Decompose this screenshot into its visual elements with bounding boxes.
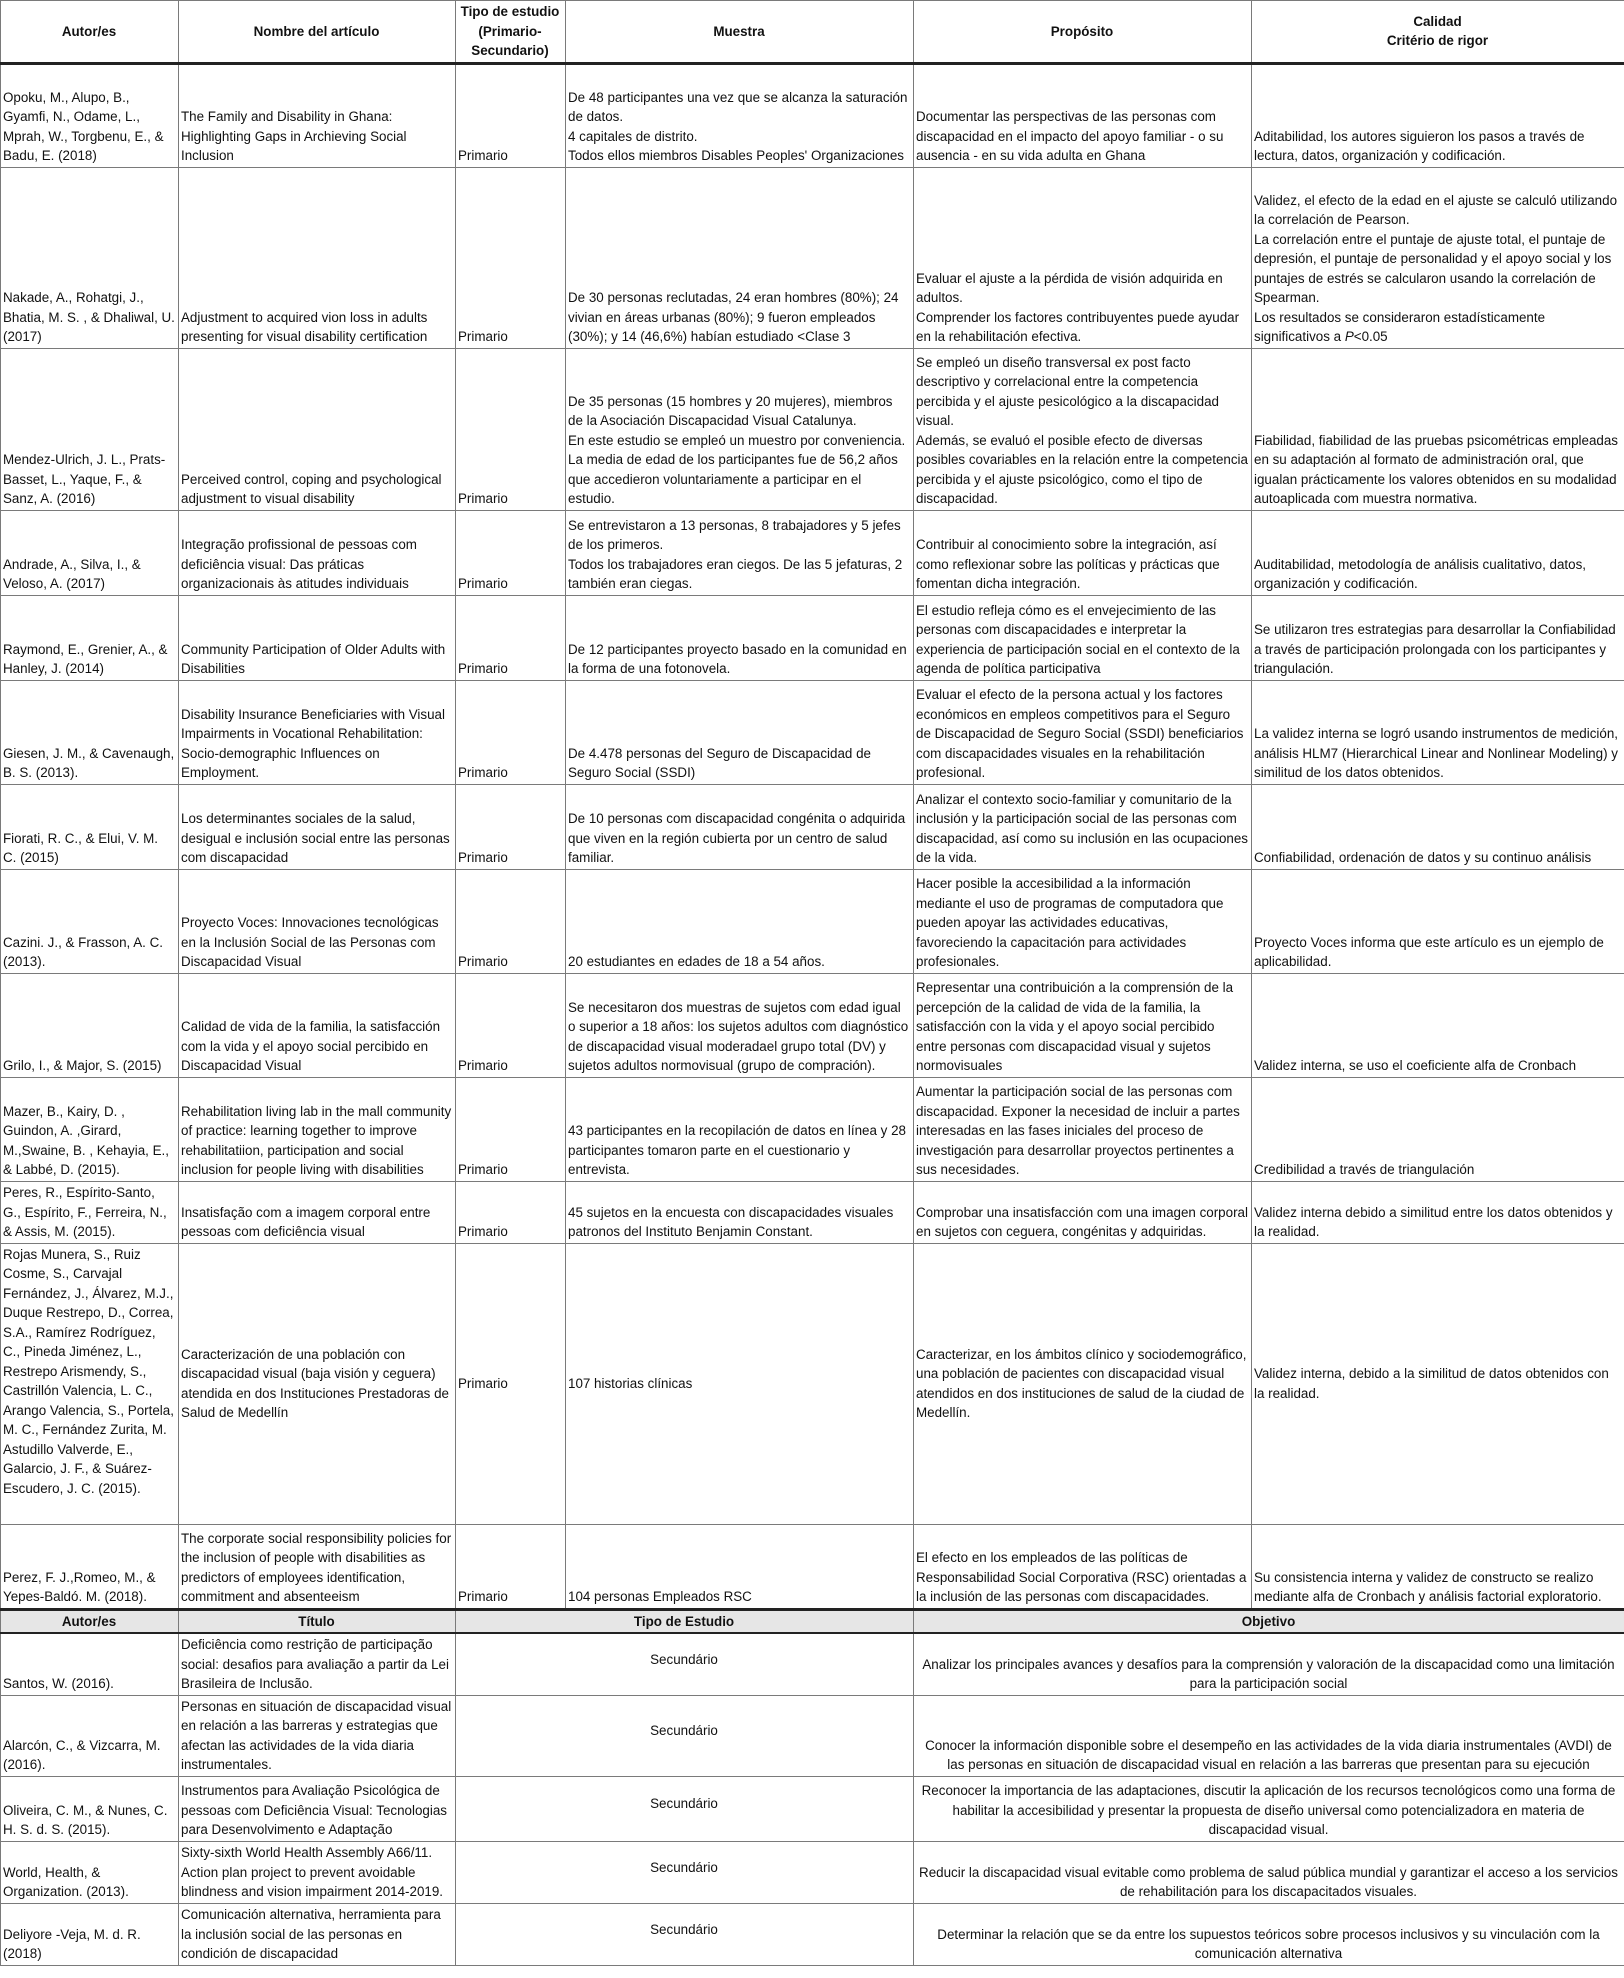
secondary-header-row xyxy=(1,1609,1624,1633)
cell-nombre-articulo: Perceived control, coping and psychological adjustment to visual disability xyxy=(179,348,456,510)
cell-sec-titulo: Personas en situación de discapacidad visual en relación a las barreras y estrategias que afectan las actividades de la vida diaria instrumentales. xyxy=(179,1695,456,1776)
cell-calidad: Confiabilidad, ordenación de datos y su continuo análisis xyxy=(1252,784,1624,869)
cell-muestra: De 10 personas com discapacidad congénita o adquirida que viven en la región cubierta por un centro de salud familiar. xyxy=(566,784,914,869)
cell-tipo-estudio: Primario xyxy=(456,595,566,680)
cell-muestra: De 12 participantes proyecto basado en la comunidad en la forma de una fotonovela. xyxy=(566,595,914,680)
primary-table-row xyxy=(1,680,1624,784)
primary-table-row xyxy=(1,348,1624,510)
cell-calidad: Validez interna, debido a la similitud de datos obtenidos con la realidad. xyxy=(1252,1243,1624,1524)
cell-proposito: Evaluar el efecto de la persona actual y los factores económicos en empleos competitivos para el Seguro de Discapacidad de Seguro Social (SSDI) beneficiarios com discapacidades visuales en la rehabilitación profesional. xyxy=(914,680,1252,784)
cell-tipo-estudio: Primario xyxy=(456,63,566,167)
secondary-table-row xyxy=(1,1841,1624,1903)
header-sec-tipo: Tipo de Estudio xyxy=(456,1609,914,1633)
cell-tipo-estudio: Primario xyxy=(456,348,566,510)
cell-autor: Raymond, E., Grenier, A., & Hanley, J. (2014) xyxy=(1,595,179,680)
cell-autor: Peres, R., Espírito-Santo, G., Espírito, F., Ferreira, N., & Assis, M. (2015). xyxy=(1,1181,179,1243)
cell-autor: Rojas Munera, S., Ruiz Cosme, S., Carvajal Fernández, J., Álvarez, M.J., Duque Restrepo, D., Correa, S.A., Ramírez Rodríguez, C., Pineda Jiménez, L., Restrepo Arismendy, S., Castrillón Valencia, L. C., Arango Valencia, S., Portela, M. C., Fernández Zurita, M. Astudillo Valverde, E., Galarcio, J. F., & Suárez-Escudero, J. C. (2015). xyxy=(1,1243,179,1524)
cell-calidad: Validez interna, se uso el coeficiente alfa de Cronbach xyxy=(1252,973,1624,1077)
cell-tipo-estudio: Primario xyxy=(456,167,566,348)
cell-tipo-estudio: Primario xyxy=(456,1181,566,1243)
cell-autor: Cazini. J., & Frasson, A. C. (2013). xyxy=(1,869,179,973)
cell-proposito: Evaluar el ajuste a la pérdida de visión adquirida en adultos. Comprender los factores contribuyentes puede ayudar en la rehabilitación efectiva. xyxy=(914,167,1252,348)
cell-sec-tipo: Secundário xyxy=(456,1776,914,1841)
cell-autor: Nakade, A., Rohatgi, J., Bhatia, M. S. , & Dhaliwal, U. (2017) xyxy=(1,167,179,348)
cell-nombre-articulo: Adjustment to acquired vion loss in adults presenting for visual disability certification xyxy=(179,167,456,348)
primary-table-row xyxy=(1,63,1624,167)
cell-calidad: Validez, el efecto de la edad en el ajuste se calculó utilizando la correlación de Pearson. La correlación entre el puntaje de ajuste total, el puntaje de depresión, el puntaje de personalidad y el apoyo social y los puntajes de estrés se calcularon usando la correlación de Spearman. Los resultados se consideraron estadísticamente significativos a P<0.05 xyxy=(1252,167,1624,348)
cell-proposito: Se empleó un diseño transversal ex post facto descriptivo y correlacional entre la competencia percibida y el ajuste pesicológico a la discapacidad visual. Además, se evaluó el posible efecto de diversas posibles covariables en la relación entre la competencia percibida y el ajuste psicológico, como el tipo de discapacidad. xyxy=(914,348,1252,510)
header-sec-titulo: Título xyxy=(179,1609,456,1633)
header-muestra: Muestra xyxy=(566,1,914,64)
cell-nombre-articulo: Disability Insurance Beneficiaries with Visual Impairments in Vocational Rehabilitation: Socio-demographic Influences on Employment. xyxy=(179,680,456,784)
cell-muestra: Se entrevistaron a 13 personas, 8 trabajadores y 5 jefes de los primeros. Todos los trabajadores eran ciegos. De las 5 jefaturas, 2 también eran ciegas. xyxy=(566,510,914,595)
cell-nombre-articulo: Insatisfação com a imagem corporal entre pessoas com deficiência visual xyxy=(179,1181,456,1243)
cell-calidad: Credibilidad a través de triangulación xyxy=(1252,1077,1624,1181)
cell-tipo-estudio: Primario xyxy=(456,1243,566,1524)
cell-proposito: Aumentar la participación social de las personas com discapacidad. Exponer la necesidad de incluir a partes interesadas en las fases iniciales del proceso de investigación para desarrollar proyectos pertinentes a sus necesidades. xyxy=(914,1077,1252,1181)
header-sec-objetivo: Objetivo xyxy=(914,1609,1624,1633)
cell-sec-tipo: Secundário xyxy=(456,1695,914,1776)
cell-autor: Fiorati, R. C., & Elui, V. M. C. (2015) xyxy=(1,784,179,869)
cell-proposito: Documentar las perspectivas de las personas com discapacidad en el impacto del apoyo familiar - o su ausencia - en su vida adulta en Ghana xyxy=(914,63,1252,167)
cell-calidad: Validez interna debido a similitud entre los datos obtenidos y la realidad. xyxy=(1252,1181,1624,1243)
cell-sec-autor: World, Health, & Organization. (2013). xyxy=(1,1841,179,1903)
cell-sec-objetivo: Conocer la información disponible sobre el desempeño en las actividades de la vida diaria instrumentales (AVDI) de las personas en situación de discapacidad visual en relación a las barreras que presentan para su ejecución xyxy=(914,1695,1624,1776)
primary-table-row xyxy=(1,784,1624,869)
cell-proposito: El estudio refleja cómo es el envejecimiento de las personas com discapacidades e interpretar la experiencia de participación social en el contexto de la agenda de política participativa xyxy=(914,595,1252,680)
cell-autor: Perez, F. J.,Romeo, M., & Yepes-Baldó. M. (2018). xyxy=(1,1524,179,1609)
secondary-table-row xyxy=(1,1695,1624,1776)
cell-tipo-estudio: Primario xyxy=(456,1077,566,1181)
cell-muestra: De 4.478 personas del Seguro de Discapacidad de Seguro Social (SSDI) xyxy=(566,680,914,784)
cell-calidad: Aditabilidad, los autores siguieron los pasos a través de lectura, datos, organización y codificación. xyxy=(1252,63,1624,167)
cell-tipo-estudio: Primario xyxy=(456,973,566,1077)
cell-proposito: Caracterizar, en los ámbitos clínico y sociodemográfico, una población de pacientes con discapacidad visual atendidos en dos instituciones de salud de la ciudad de Medellín. xyxy=(914,1243,1252,1524)
header-autor: Autor/es xyxy=(1,1,179,64)
cell-sec-objetivo: Determinar la relación que se da entre los supuestos teóricos sobre procesos inclusivos y su vinculación com la comunicación alternativa xyxy=(914,1903,1624,1965)
primary-table-row xyxy=(1,1243,1624,1524)
header-tipo-estudio: Tipo de estudio (Primario- Secundario) xyxy=(456,1,566,64)
cell-calidad: Se utilizaron tres estrategias para desarrollar la Confiabilidad a través de participación prolongada con los participantes y triangulación. xyxy=(1252,595,1624,680)
header-nombre-articulo: Nombre del artículo xyxy=(179,1,456,64)
cell-muestra: De 30 personas reclutadas, 24 eran hombres (80%); 24 vivian en áreas urbanas (80%); 9 fueron empleados (30%); y 14 (46,6%) habían estudiado <Clase 3 xyxy=(566,167,914,348)
cell-tipo-estudio: Primario xyxy=(456,869,566,973)
cell-muestra: 107 historias clínicas xyxy=(566,1243,914,1524)
cell-autor: Giesen, J. M., & Cavenaugh, B. S. (2013). xyxy=(1,680,179,784)
primary-table-row xyxy=(1,1181,1624,1243)
cell-muestra: De 35 personas (15 hombres y 20 mujeres), miembros de la Asociación Discapacidad Visual Catalunya. En este estudio se empleó un muestro por conveniencia. La media de edad de los participantes fue de 56,2 años que accedieron voluntariamente a participar en el estudio. xyxy=(566,348,914,510)
primary-table-row xyxy=(1,1077,1624,1181)
cell-calidad: Su consistencia interna y validez de constructo se realizo mediante alfa de Cronbach y análisis factorial exploratorio. xyxy=(1252,1524,1624,1609)
cell-sec-tipo: Secundário xyxy=(456,1633,914,1695)
header-sec-autor: Autor/es xyxy=(1,1609,179,1633)
secondary-studies-body xyxy=(1,1609,1624,1965)
cell-nombre-articulo: Rehabilitation living lab in the mall community of practice: learning together to improve rehabilitatiion, participation and social inclusion for people living with disabilities xyxy=(179,1077,456,1181)
cell-nombre-articulo: Integração profissional de pessoas com deficiência visual: Das práticas organizacionais às atitudes individuais xyxy=(179,510,456,595)
primary-studies-body xyxy=(1,63,1624,1609)
primary-table-row xyxy=(1,973,1624,1077)
cell-tipo-estudio: Primario xyxy=(456,680,566,784)
cell-proposito: Representar una contribuición a la comprensión de la percepción de la calidad de vida de la familia, la satisfacción con la vida y el apoyo social percibido entre personas com discapacidad visual y sujetos normovisuales xyxy=(914,973,1252,1077)
cell-sec-titulo: Sixty-sixth World Health Assembly A66/11. Action plan project to prevent avoidable blindness and vision impairment 2014-2019. xyxy=(179,1841,456,1903)
cell-sec-objetivo: Reconocer la importancia de las adaptaciones, discutir la aplicación de los recursos tecnológicos como una forma de habilitar la accesibilidad y presentar la propuesta de diseño universal como potencializadora en materia de discapacidad visual. xyxy=(914,1776,1624,1841)
header-calidad: Calidad Critério de rigor xyxy=(1252,1,1624,64)
primary-table-row xyxy=(1,510,1624,595)
cell-calidad: Auditabilidad, metodología de análisis cualitativo, datos, organización y codificación. xyxy=(1252,510,1624,595)
cell-nombre-articulo: Caracterización de una población con discapacidad visual (baja visión y ceguera) atendida en dos Instituciones Prestadoras de Salud de Medellín xyxy=(179,1243,456,1524)
cell-nombre-articulo: Calidad de vida de la familia, la satisfacción com la vida y el apoyo social percibido en Discapacidad Visual xyxy=(179,973,456,1077)
cell-calidad: Fiabilidad, fiabilidad de las pruebas psicométricas empleadas en su adaptación al formato de administración oral, que igualan prácticamente los valores obtenidos en su modalidad autoaplicada com muestra normativa. xyxy=(1252,348,1624,510)
cell-autor: Grilo, I., & Major, S. (2015) xyxy=(1,973,179,1077)
cell-tipo-estudio: Primario xyxy=(456,1524,566,1609)
cell-nombre-articulo: Proyecto Voces: Innovaciones tecnológicas en la Inclusión Social de las Personas com Discapacidad Visual xyxy=(179,869,456,973)
cell-sec-autor: Deliyore -Veja, M. d. R. (2018) xyxy=(1,1903,179,1965)
cell-proposito: Contribuir al conocimiento sobre la integración, así como reflexionar sobre las políticas y prácticas que fomentan dicha integración. xyxy=(914,510,1252,595)
secondary-table-row xyxy=(1,1903,1624,1965)
cell-sec-titulo: Comunicación alternativa, herramienta para la inclusión social de las personas en condición de discapacidad xyxy=(179,1903,456,1965)
cell-sec-titulo: Instrumentos para Avaliação Psicológica de pessoas com Deficiência Visual: Tecnologias para Desenvolvimento e Adaptação xyxy=(179,1776,456,1841)
cell-autor: Mendez-Ulrich, J. L., Prats-Basset, L., Yaque, F., & Sanz, A. (2016) xyxy=(1,348,179,510)
primary-header-row xyxy=(1,1,1624,64)
cell-nombre-articulo: The Family and Disability in Ghana: Highlighting Gaps in Archieving Social Inclusion xyxy=(179,63,456,167)
cell-tipo-estudio: Primario xyxy=(456,510,566,595)
cell-proposito: Analizar el contexto socio-familiar y comunitario de la inclusión y la participación social de las personas com discapacidad, así como su inclusión en las ocupaciones de la vida. xyxy=(914,784,1252,869)
cell-muestra: 43 participantes en la recopilación de datos en línea y 28 participantes tomaron parte en el cuestionario y entrevista. xyxy=(566,1077,914,1181)
cell-autor: Andrade, A., Silva, I., & Veloso, A. (2017) xyxy=(1,510,179,595)
cell-proposito: El efecto en los empleados de las políticas de Responsabilidad Social Corporativa (RSC) orientadas a la inclusión de las personas com discapacidades. xyxy=(914,1524,1252,1609)
primary-table-row xyxy=(1,595,1624,680)
cell-sec-titulo: Deficiência como restrição de participação social: desafios para avaliação a partir da Lei Brasileira de Inclusão. xyxy=(179,1633,456,1695)
cell-sec-tipo: Secundário xyxy=(456,1841,914,1903)
cell-muestra: 45 sujetos en la encuesta con discapacidades visuales patronos del Instituto Benjamin Constant. xyxy=(566,1181,914,1243)
cell-sec-objetivo: Analizar los principales avances y desafíos para la comprensión y valoración de la discapacidad como una limitación para la participación social xyxy=(914,1633,1624,1695)
cell-muestra: Se necesitaron dos muestras de sujetos com edad igual o superior a 18 años: los sujetos adultos com diagnóstico de discapacidad visual moderadael grupo total (DV) y sujetos adultos normovisual (grupo de compración). xyxy=(566,973,914,1077)
cell-calidad: Proyecto Voces informa que este artículo es un ejemplo de aplicabilidad. xyxy=(1252,869,1624,973)
cell-nombre-articulo: The corporate social responsibility policies for the inclusion of people with disabilities as predictors of employees identification, commitment and absenteeism xyxy=(179,1524,456,1609)
cell-nombre-articulo: Community Participation of Older Adults with Disabilities xyxy=(179,595,456,680)
cell-autor: Mazer, B., Kairy, D. , Guindon, A. ,Girard, M.,Swaine, B. , Kehayia, E., & Labbé, D. (2015). xyxy=(1,1077,179,1181)
cell-autor: Opoku, M., Alupo, B., Gyamfi, N., Odame, L., Mprah, W., Torgbenu, E., & Badu, E. (2018) xyxy=(1,63,179,167)
primary-table-row xyxy=(1,1524,1624,1609)
cell-proposito: Comprobar una insatisfacción com una imagen corporal en sujetos con ceguera, congénitas y adquiridas. xyxy=(914,1181,1252,1243)
primary-table-row xyxy=(1,167,1624,348)
cell-muestra: 104 personas Empleados RSC xyxy=(566,1524,914,1609)
cell-muestra: 20 estudiantes en edades de 18 a 54 años. xyxy=(566,869,914,973)
secondary-table-row xyxy=(1,1633,1624,1695)
cell-sec-autor: Alarcón, C., & Vizcarra, M. (2016). xyxy=(1,1695,179,1776)
primary-table-row xyxy=(1,869,1624,973)
cell-proposito: Hacer posible la accesibilidad a la información mediante el uso de programas de computadora que pueden apoyar las actividades educativas, favoreciendo la capacitación para actividades profesionales. xyxy=(914,869,1252,973)
cell-sec-tipo: Secundário xyxy=(456,1903,914,1965)
cell-sec-autor: Santos, W. (2016). xyxy=(1,1633,179,1695)
cell-calidad: La validez interna se logró usando instrumentos de medición, análisis HLM7 (Hierarchical Linear and Nonlinear Modeling) y similitud de los datos obtenidos. xyxy=(1252,680,1624,784)
secondary-table-row xyxy=(1,1776,1624,1841)
cell-sec-objetivo: Reducir la discapacidad visual evitable como problema de salud pública mundial y garantizar el acceso a los servicios de rehabilitación para los discapacitados visuales. xyxy=(914,1841,1624,1903)
cell-nombre-articulo: Los determinantes sociales de la salud, desigual e inclusión social entre las personas com discapacidad xyxy=(179,784,456,869)
cell-muestra: De 48 participantes una vez que se alcanza la saturación de datos. 4 capitales de distrito. Todos ellos miembros Disables Peoples' Organizaciones xyxy=(566,63,914,167)
cell-sec-autor: Oliveira, C. M., & Nunes, C. H. S. d. S. (2015). xyxy=(1,1776,179,1841)
header-proposito: Propósito xyxy=(914,1,1252,64)
cell-tipo-estudio: Primario xyxy=(456,784,566,869)
